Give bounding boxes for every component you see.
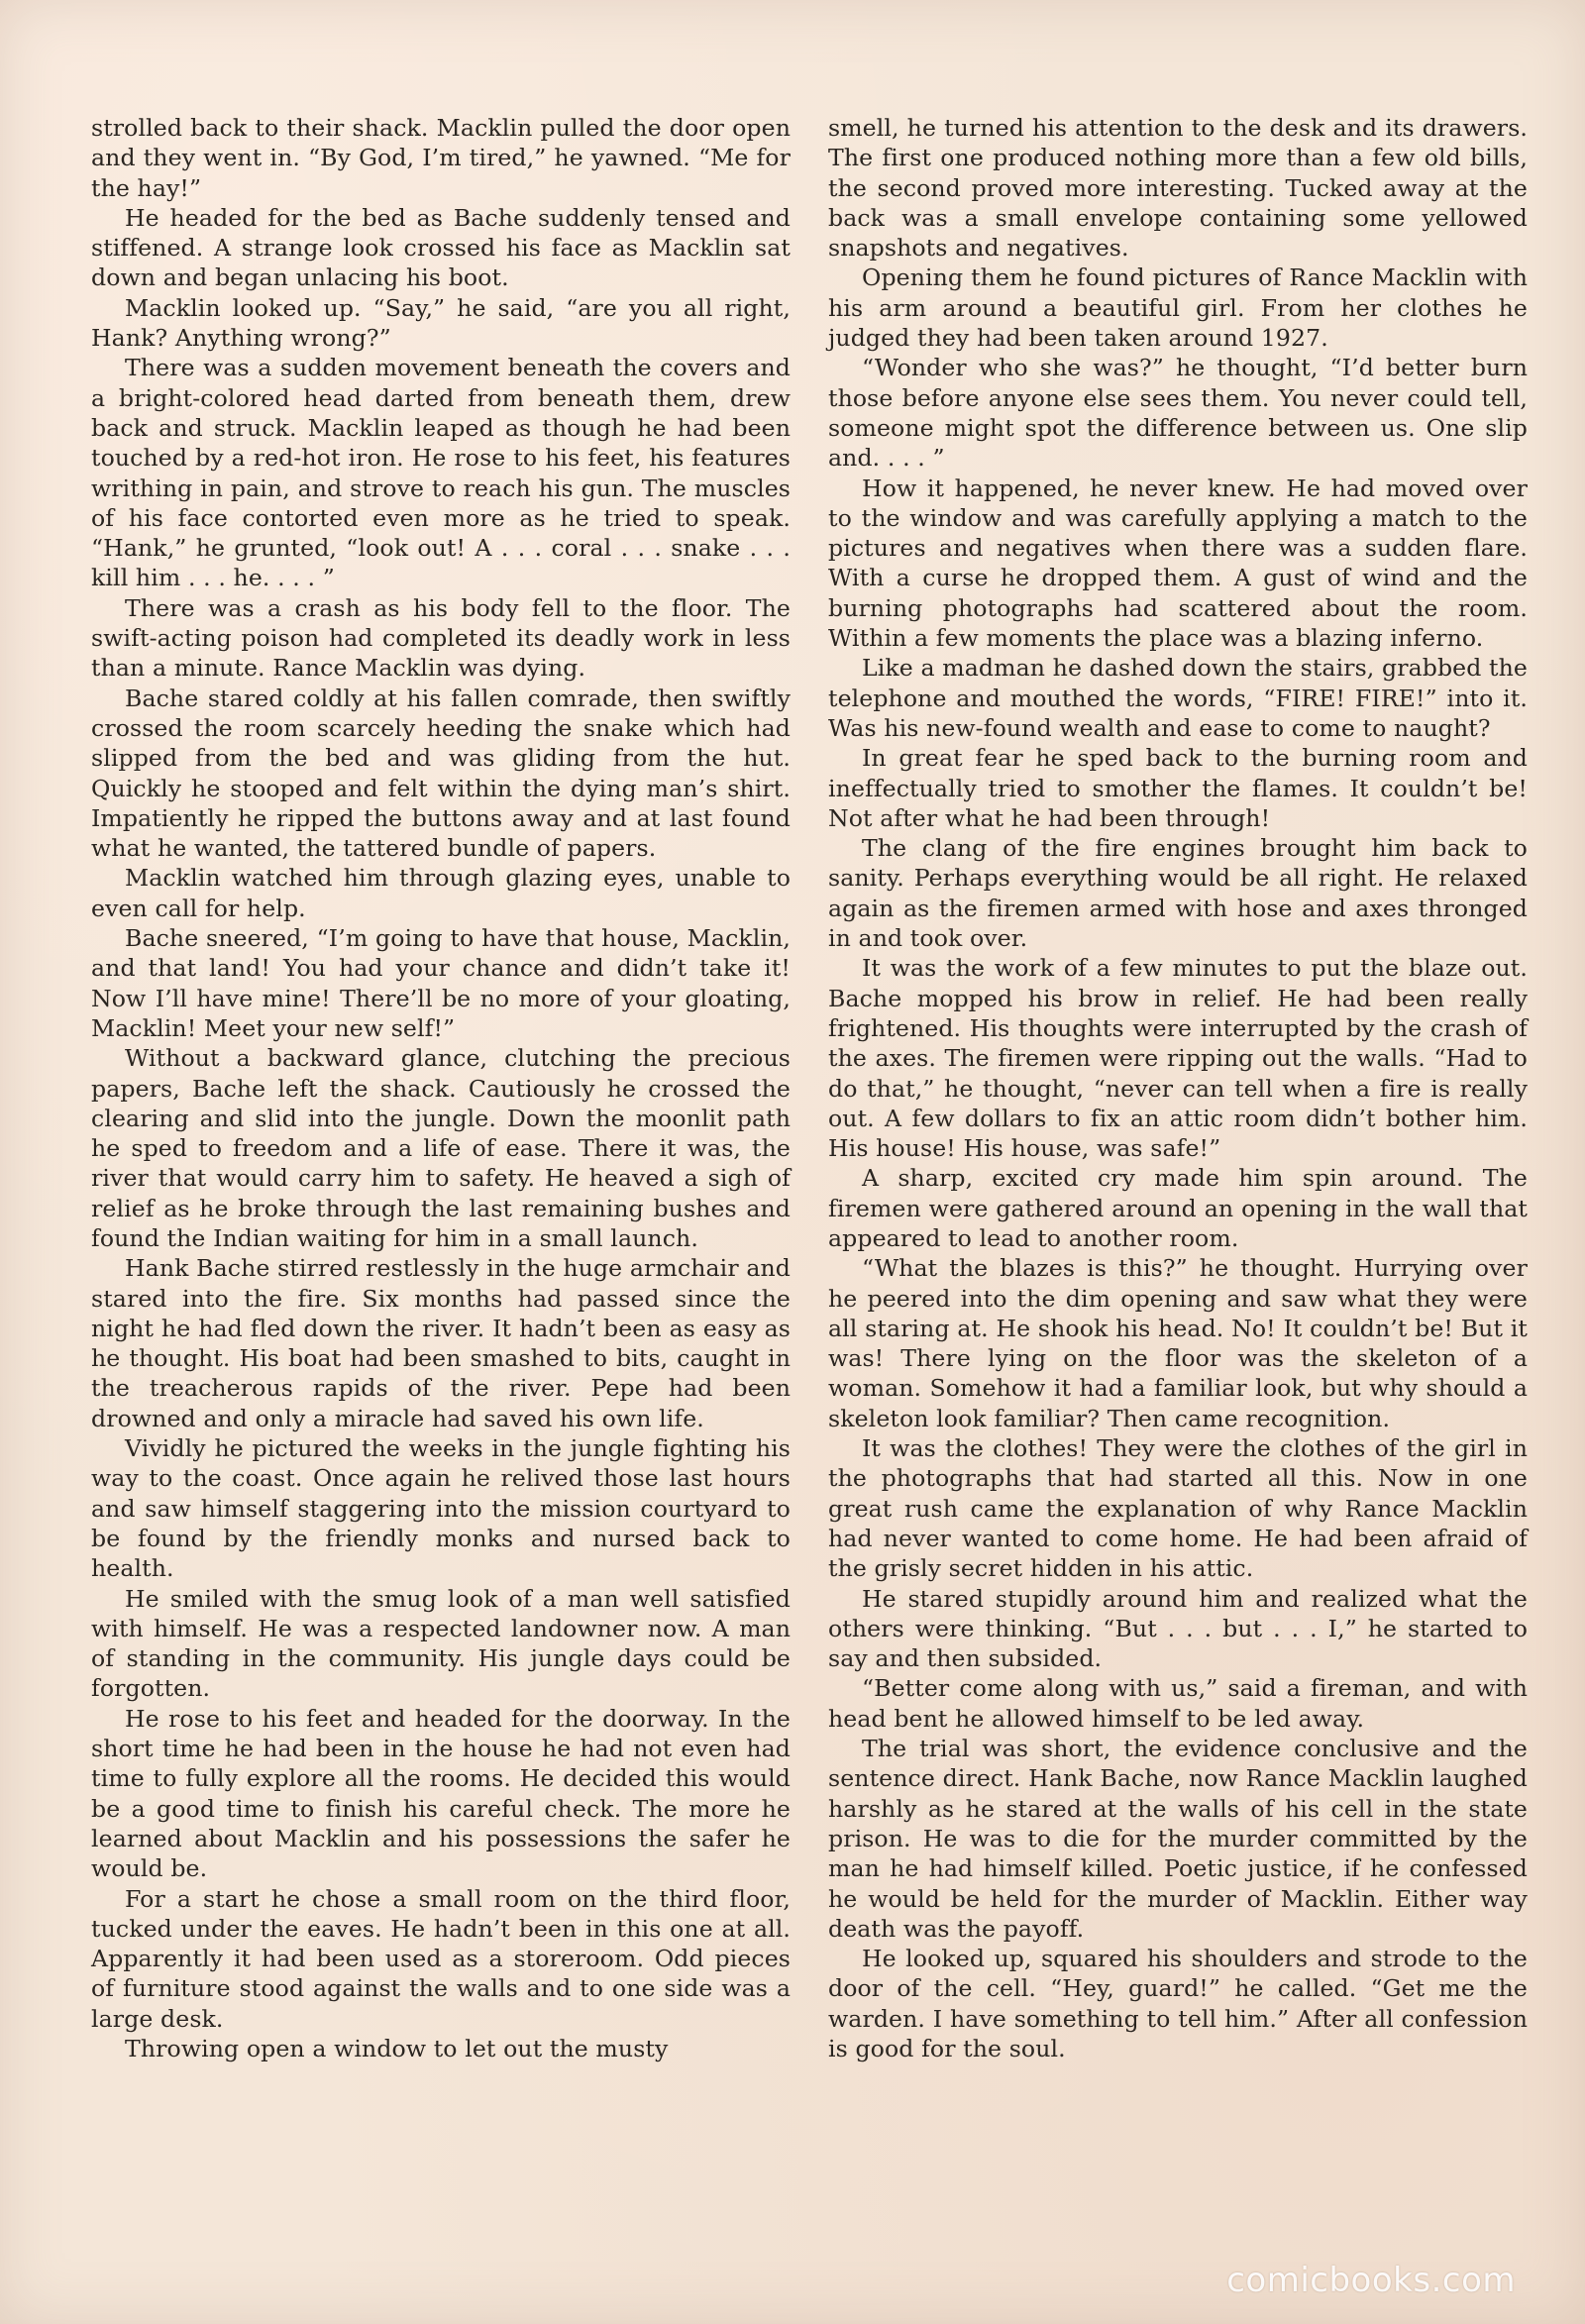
paragraph: There was a sudden movement beneath the covers and a bright-colored head darted from beneath them, drew back and struck. Macklin leaped as though he had been touched by a red-hot iron. He rose to his feet, his features writhing in pain, and strove to reach his gun. The muscles of his face contorted even more as he tried to speak. “Hank,” he grunted, “look out! A . . . coral . . . snake . . . kill him . . . he. . . . ” [91,354,791,592]
paragraph: Throwing open a window to let out the musty [125,2035,669,2062]
paragraph: He looked up, squared his shoulders and strode to the door of the cell. “Hey, guard!” he called. “Get me the warden. I have something to tell him.” After all confession is good for the soul. [828,1945,1528,2062]
paragraph: He smiled with the smug look of a man well satisfied with himself. He was a respected landowner now. A man of standing in the community. His jungle days could be forgotten. [91,1584,791,1703]
paragraph: He rose to his feet and headed for the doorway. In the short time he had been in the house he had not even had time to fully explore all the rooms. He decided this would be a good time to finish his careful check. The more he learned about Macklin and his possessions the safer he would be. [91,1704,791,1883]
watermark: comicbooks.com [1226,2261,1516,2300]
paragraph: It was the clothes! They were the clothes of the girl in the photographs that had started all this. Now in one great rush came the explanation of why Rance Macklin had never wanted to come home. He had been afraid of the grisly secret hidden in his attic. [828,1434,1528,1583]
left-text-column [91,113,791,2063]
paragraph: Without a backward glance, clutching the precious papers, Bache left the shack. Cautiously he crossed the clearing and slid into the jungle. Down the moonlit path he sped to freedom and a life of ease. There it was, the river that would carry him to safety. He heaved a sigh of relief as he broke through the last remaining bushes and found the Indian waiting for him in a small launch. [91,1044,791,1252]
paragraph: Macklin looked up. “Say,” he said, “are you all right, Hank? Anything wrong?” [91,293,791,353]
paragraph: In great fear he sped back to the burning room and ineffectually tried to smother the flames. It couldn’t be! Not after what he had been through! [828,744,1528,832]
paragraph: “Wonder who she was?” he thought, “I’d better burn those before anyone else sees them. You never could tell, someone might spot the difference between us. One slip and. . . . ” [828,354,1528,473]
right-text-column [828,113,1528,2063]
paragraph: For a start he chose a small room on the third floor, tucked under the eaves. He hadn’t been in this one at all. Apparently it had been used as a storeroom. Odd pieces of furniture stood against the walls and to one side was a large desk. [91,1884,791,2033]
paragraph: It was the work of a few minutes to put the blaze out. Bache mopped his brow in relief. He had been really frightened. His thoughts were interrupted by the crash of the axes. The firemen were ripping out the walls. “Had to do that,” he thought, “never can tell when a fire is really out. A few dollars to fix an attic room didn’t bother him. His house! His house, was safe!” [828,954,1528,1163]
paragraph: He stared stupidly around him and realized what the others were thinking. “But . . . but . . . I,” he started to say and then subsided. [828,1584,1528,1673]
paragraph: Opening them he found pictures of Rance Macklin with his arm around a beautiful girl. From her clothes he judged they had been taken around 1927. [828,264,1528,353]
paragraph: The trial was short, the evidence conclusive and the sentence direct. Hank Bache, now Rance Macklin laughed harshly as he stared at the walls of his cell in the state prison. He was to die for the murder committed by the man he had himself killed. Poetic justice, if he confessed he would be held for the murder of Macklin. Either way death was the payoff. [828,1735,1528,1943]
paragraph: He headed for the bed as Bache suddenly tensed and stiffened. A strange look crossed his face as Macklin sat down and began unlacing his boot. [91,203,791,292]
paragraph: smell, he turned his attention to the desk and its drawers. The first one produced nothing more than a few old bills, the second proved more interesting. Tucked away at the back was a small envelope containing some yellowed snapshots and negatives. [828,114,1528,263]
paragraph: “Better come along with us,” said a fireman, and with head bent he allowed himself to be led away. [828,1674,1528,1733]
paragraph: Macklin watched him through glazing eyes, unable to even call for help. [91,864,791,922]
paragraph: A sharp, excited cry made him spin around. The firemen were gathered around an opening in the wall that appeared to lead to another room. [828,1164,1528,1252]
paragraph: There was a crash as his body fell to the floor. The swift-acting poison had completed its deadly work in less than a minute. Rance Macklin was dying. [91,593,791,683]
paragraph: strolled back to their shack. Macklin pulled the door open and they went in. “By God, I’m tired,” he yawned. “Me for the hay!” [91,114,791,202]
paragraph: “What the blazes is this?” he thought. Hurrying over he peered into the dim opening and saw what they were all staring at. He shook his head. No! It couldn’t be! But it was! There lying on the floor was the skeleton of a woman. Somehow it had a familiar look, but why should a skeleton look familiar? Then came recognition. [828,1254,1528,1432]
paragraph: Bache stared coldly at his fallen comrade, then swiftly crossed the room scarcely heeding the snake which had slipped from the bed and was gliding from the hut. Quickly he stooped and felt within the dying man’s shirt. Impatiently he ripped the buttons away and at last found what he wanted, the tattered bundle of papers. [91,684,791,863]
paragraph: The clang of the fire engines brought him back to sanity. Perhaps everything would be all right. He relaxed again as the firemen armed with hose and axes thronged in and took over. [828,834,1528,953]
paragraph: How it happened, he never knew. He had moved over to the window and was carefully applying a match to the pictures and negatives when there was a sudden flare. With a curse he dropped them. A gust of wind and the burning photographs had scattered about the room. Within a few moments the place was a blazing inferno. [828,474,1528,653]
paragraph: Vividly he pictured the weeks in the jungle fighting his way to the coast. Once again he relived those last hours and saw himself staggering into the mission courtyard to be found by the friendly monks and nursed back to health. [91,1434,791,1583]
paragraph: Bache sneered, “I’m going to have that house, Macklin, and that land! You had your chance and didn’t take it! Now I’ll have mine! There’ll be no more of your gloating, Macklin! Meet your new self!” [91,924,791,1042]
paragraph: Hank Bache stirred restlessly in the huge armchair and stared into the fire. Six months had passed since the night he had fled down the river. It hadn’t been as easy as he thought. His boat had been smashed to bits, caught in the treacherous rapids of the river. Pepe had been drowned and only a miracle had saved his own life. [91,1254,791,1432]
paragraph: Like a madman he dashed down the stairs, grabbed the telephone and mouthed the words, “FIRE! FIRE!” into it. Was his new-found wealth and ease to come to naught? [828,654,1528,742]
